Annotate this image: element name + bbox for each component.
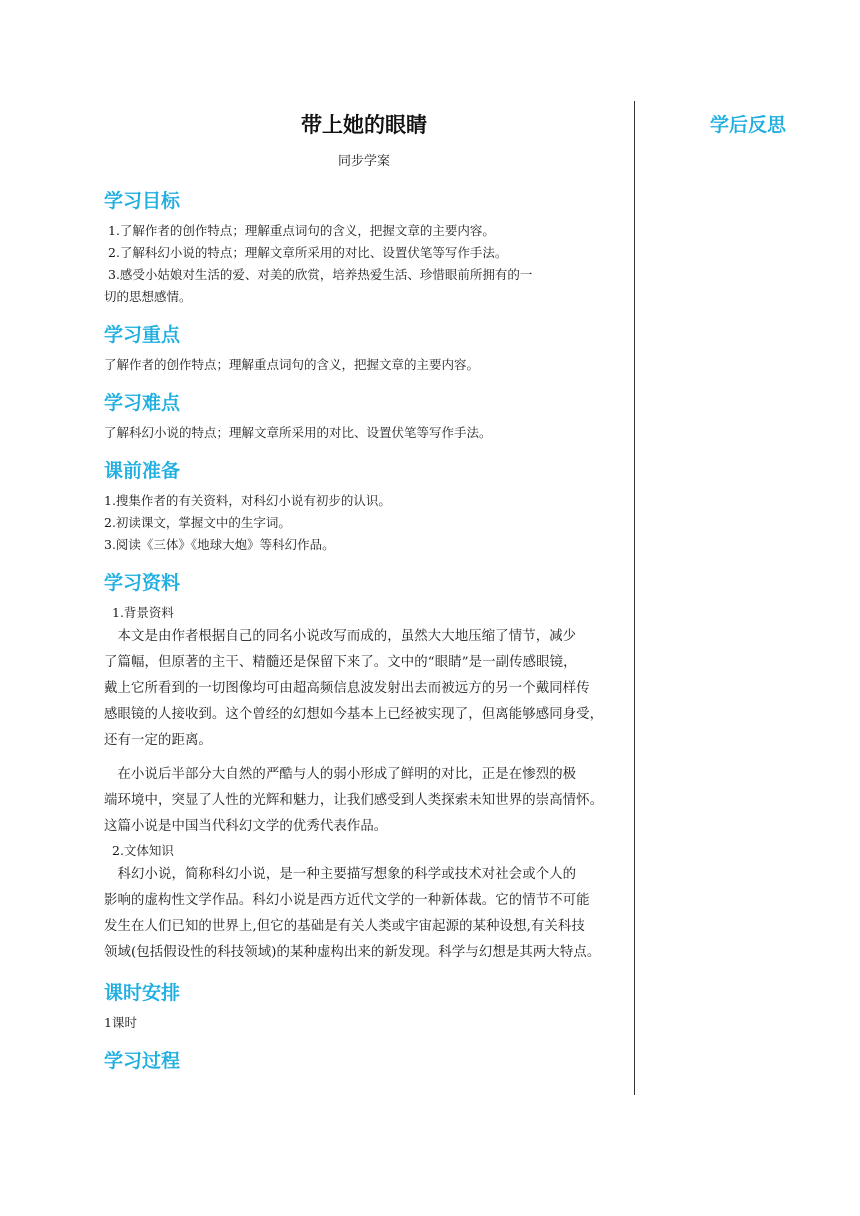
genre-label: 2.文体知识 — [112, 843, 174, 858]
background-paragraph — [104, 762, 624, 840]
reflection-heading: 学后反思 — [709, 114, 786, 136]
paragraph-line: 影响的虚构性文学作品。科幻小说是西方近代文学的一种新体裁。它的情节不可能 — [104, 893, 590, 908]
reflection-column — [636, 112, 860, 138]
paragraph-line: 感眼镜的人接收到。这个曾经的幻想如今基本上已经被实现了，但离能够感同身受， — [104, 707, 604, 722]
difficulties-text: 了解科幻小说的特点；理解文章所采用的对比、设置伏笔等写作手法。 — [104, 425, 492, 440]
paragraph-line: 在小说后半部分大自然的严酷与人的弱小形成了鲜明的对比，正是在惨烈的极 — [104, 767, 577, 782]
paragraph-line: 本文是由作者根据自己的同名小说改写而成的，虽然大大地压缩了情节，减少 — [104, 629, 577, 644]
schedule-heading: 课时安排 — [104, 982, 181, 1004]
background-label: 1.背景资料 — [112, 605, 174, 620]
objectives-heading: 学习目标 — [104, 190, 181, 212]
paragraph-line: 端环境中，突显了人性的光辉和魅力，让我们感受到人类探索未知世界的崇高情怀。 — [104, 793, 604, 808]
objective-item: 1.了解作者的创作特点；理解重点词句的含义，把握文章的主要内容。 — [108, 223, 495, 238]
schedule-text: 1课时 — [104, 1015, 137, 1030]
paragraph-line: 发生在人们已知的世界上,但它的基础是有关人类或宇宙起源的某种设想,有关科技 — [104, 919, 585, 934]
document-title: 带上她的眼睛 — [301, 113, 427, 137]
preparation-item: 3.阅读《三体》《地球大炮》等科幻作品。 — [104, 537, 335, 552]
genre-paragraph — [104, 862, 624, 966]
paragraph-line: 还有一定的距离。 — [104, 733, 212, 748]
key-points-heading: 学习重点 — [104, 324, 181, 346]
preparation-item: 1.搜集作者的有关资料，对科幻小说有初步的认识。 — [104, 493, 391, 508]
paragraph-line: 戴上它所看到的一切图像均可由超高频信息波发射出去而被远方的另一个戴同样传 — [104, 681, 590, 696]
paragraph-line: 了篇幅，但原著的主干、精髓还是保留下来了。文中的“眼睛”是一副传感眼镜， — [104, 655, 577, 670]
paragraph-line: 领域(包括假设性的科技领域)的某种虚构出来的新发现。科学与幻想是其两大特点。 — [104, 945, 601, 960]
preparation-heading: 课前准备 — [104, 460, 181, 482]
paragraph-line: 科幻小说，简称科幻小说，是一种主要描写想象的科学或技术对社会或个人的 — [104, 867, 577, 882]
objective-item: 3.感受小姑娘对生活的爱、对美的欣赏，培养热爱生活、珍惜眼前所拥有的一 — [108, 267, 533, 282]
objective-item-continuation: 切的思想感情。 — [104, 289, 192, 304]
background-paragraph — [104, 624, 624, 754]
process-heading: 学习过程 — [104, 1050, 181, 1072]
materials-heading: 学习资料 — [104, 572, 181, 594]
column-divider — [634, 101, 635, 1095]
main-column — [104, 108, 624, 1080]
document-subtitle: 同步学案 — [337, 154, 390, 169]
objective-item: 2.了解科幻小说的特点；理解文章所采用的对比、设置伏笔等写作手法。 — [108, 245, 508, 260]
key-points-text: 了解作者的创作特点；理解重点词句的含义，把握文章的主要内容。 — [104, 357, 480, 372]
preparation-item: 2.初读课文，掌握文中的生字词。 — [104, 515, 291, 530]
paragraph-line: 这篇小说是中国当代科幻文学的优秀代表作品。 — [104, 819, 388, 834]
difficulties-heading: 学习难点 — [104, 392, 181, 414]
